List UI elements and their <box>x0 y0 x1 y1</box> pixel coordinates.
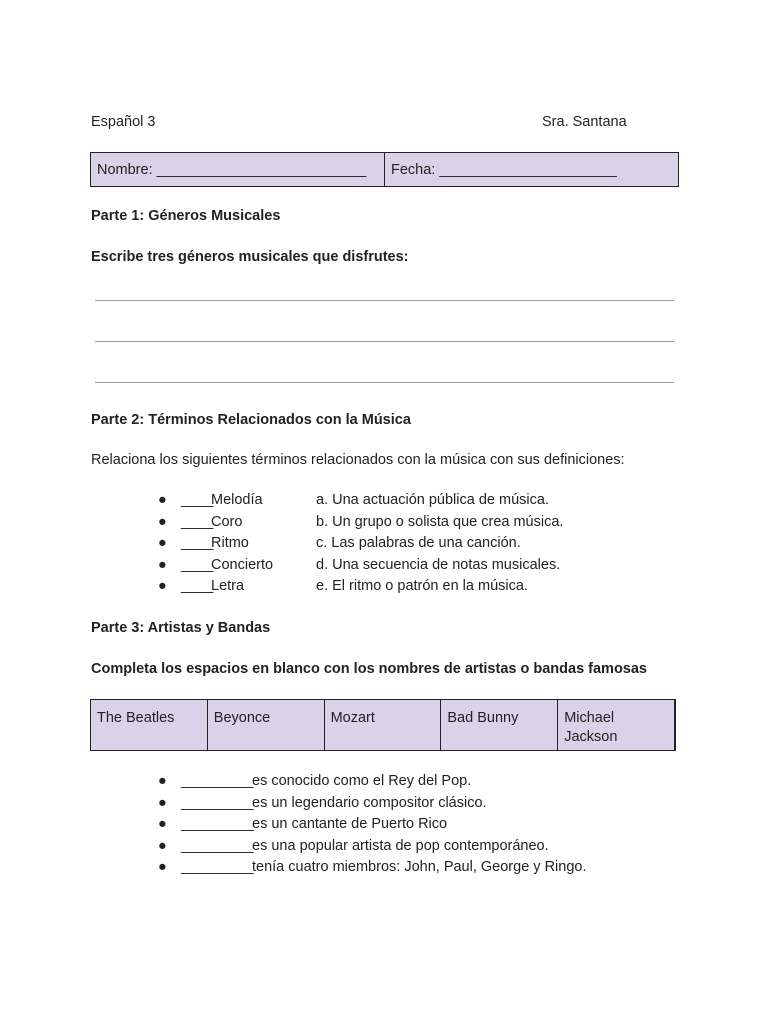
bullet-icon: ● <box>158 492 167 508</box>
artist-word-bank <box>90 699 676 751</box>
answer-blank[interactable]: ____ <box>181 492 214 508</box>
answer-blank[interactable]: _________ <box>181 816 254 832</box>
fill-in-list <box>0 773 700 881</box>
answer-line-3[interactable] <box>95 382 674 383</box>
bullet-icon: ● <box>158 816 167 832</box>
sentence: tenía cuatro miembros: John, Paul, George y Ringo. <box>252 859 587 875</box>
term: Ritmo <box>211 535 249 551</box>
artist-cell: Bad Bunny <box>441 700 558 750</box>
answer-blank[interactable]: _________ <box>181 773 254 789</box>
definition: a. Una actuación pública de música. <box>316 492 549 508</box>
name-date-box <box>90 152 679 187</box>
list-item <box>0 535 700 557</box>
bullet-icon: ● <box>158 556 167 573</box>
sentence: es un legendario compositor clásico. <box>252 794 487 811</box>
answer-blank[interactable]: ____ <box>181 535 214 551</box>
list-item <box>0 838 700 860</box>
bullet-icon: ● <box>158 794 167 811</box>
list-item <box>0 816 700 838</box>
matching-list <box>0 492 700 600</box>
sentence: es un cantante de Puerto Rico <box>252 816 448 832</box>
bullet-icon: ● <box>158 837 167 854</box>
part1-instruction: Escribe tres géneros musicales que disfrutes: <box>91 249 409 265</box>
part3-instruction: Completa los espacios en blanco con los nombres de artistas o bandas famosas <box>91 661 647 677</box>
bullet-icon: ● <box>158 859 167 875</box>
list-item <box>0 514 700 536</box>
answer-line-1[interactable] <box>95 300 674 301</box>
answer-line-2[interactable] <box>95 341 674 342</box>
course-name: Español 3 <box>91 114 156 130</box>
part2-title: Parte 2: Términos Relacionados con la Música <box>91 412 411 428</box>
definition: e. El ritmo o patrón en la música. <box>316 578 528 594</box>
definition: b. Un grupo o solista que crea música. <box>316 513 564 530</box>
name-field[interactable]: Nombre: __________________________ <box>91 153 385 186</box>
list-item <box>0 773 700 795</box>
artist-cell: Michael Jackson <box>558 700 675 750</box>
part1-title: Parte 1: Géneros Musicales <box>91 208 281 224</box>
definition: d. Una secuencia de notas musicales. <box>316 556 561 573</box>
answer-blank[interactable]: ____ <box>181 556 214 573</box>
artist-cell: Mozart <box>325 700 442 750</box>
teacher-name: Sra. Santana <box>542 114 627 130</box>
artist-cell: Beyonce <box>208 700 325 750</box>
part3-title: Parte 3: Artistas y Bandas <box>91 620 271 636</box>
list-item <box>0 492 700 514</box>
answer-blank[interactable]: _________ <box>181 837 254 854</box>
list-item <box>0 557 700 579</box>
term: Concierto <box>211 556 274 573</box>
list-item <box>0 795 700 817</box>
part2-instruction: Relaciona los siguientes términos relacionados con la música con sus definiciones: <box>91 452 625 468</box>
bullet-icon: ● <box>158 578 167 594</box>
bullet-icon: ● <box>158 773 167 789</box>
answer-blank[interactable]: ____ <box>181 578 214 594</box>
list-item <box>0 578 700 600</box>
term: Coro <box>211 513 243 530</box>
bullet-icon: ● <box>158 535 167 551</box>
term: Letra <box>211 578 245 594</box>
definition: c. Las palabras de una canción. <box>316 535 521 551</box>
answer-blank[interactable]: _________ <box>181 794 254 811</box>
answer-blank[interactable]: ____ <box>181 513 214 530</box>
artist-cell: The Beatles <box>91 700 208 750</box>
answer-blank[interactable]: _________ <box>181 859 254 875</box>
date-field[interactable]: Fecha: ______________________ <box>385 153 678 186</box>
sentence: es conocido como el Rey del Pop. <box>252 773 472 789</box>
list-item <box>0 859 700 881</box>
term: Melodía <box>211 492 263 508</box>
bullet-icon: ● <box>158 513 167 530</box>
sentence: es una popular artista de pop contemporáneo. <box>252 837 549 854</box>
